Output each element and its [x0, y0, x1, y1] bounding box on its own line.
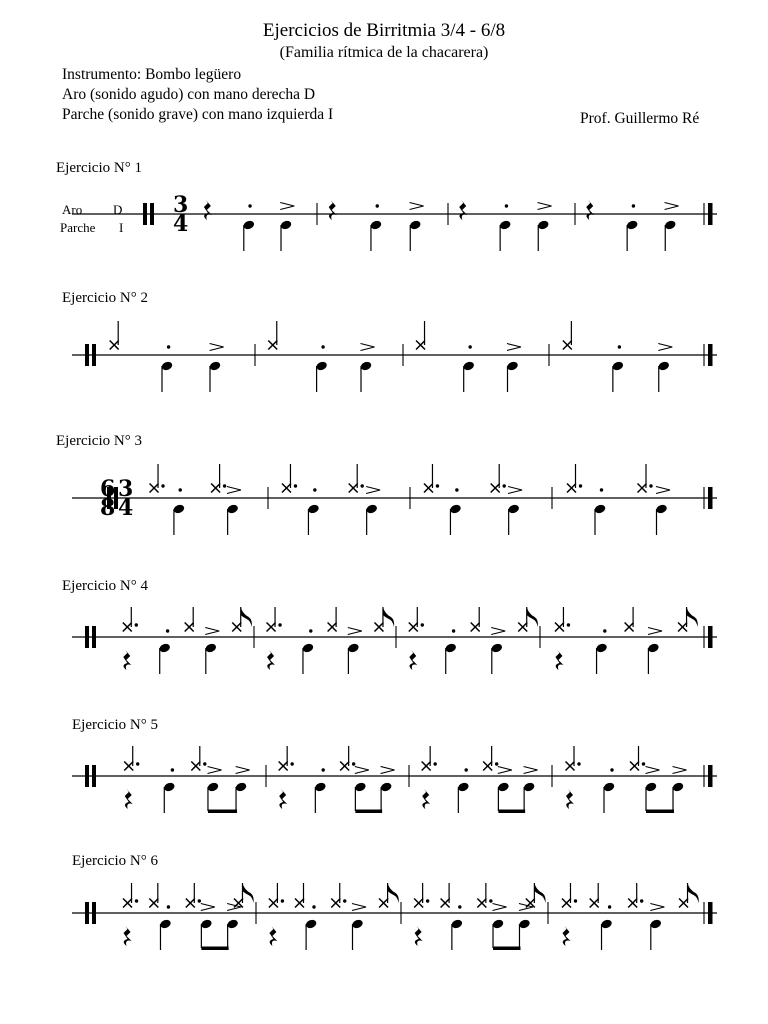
accent-mark	[492, 904, 506, 911]
instrument-line: Instrumento: Bombo legüero	[62, 66, 242, 83]
dot	[426, 899, 429, 902]
dot	[312, 905, 315, 908]
aro-hand-label: D	[113, 202, 123, 217]
beam	[498, 810, 525, 814]
page-subtitle: (Familia rítmica de la chacarera)	[279, 44, 489, 61]
dot	[167, 345, 170, 348]
accent-mark	[538, 203, 552, 210]
dot	[574, 899, 577, 902]
dot	[608, 905, 611, 908]
quarter-rest	[124, 926, 132, 946]
quarter-rest	[555, 650, 563, 670]
dot	[577, 762, 580, 765]
dot	[567, 623, 570, 626]
dot	[203, 762, 206, 765]
dot	[223, 484, 226, 487]
dot	[343, 899, 346, 902]
start-bar	[85, 765, 89, 787]
accent-mark	[208, 767, 222, 774]
final-barline	[708, 626, 713, 648]
accent-mark	[658, 344, 672, 351]
exercise-6-label: Ejercicio N° 6	[72, 853, 158, 869]
dot	[322, 768, 325, 771]
time-signature-top: 3	[118, 476, 134, 502]
aro-description: Aro (sonido agudo) con mano derecha D	[62, 86, 316, 103]
exercise-1-label: Ejercicio N° 1	[56, 160, 142, 176]
start-bar	[92, 765, 96, 787]
beam	[355, 810, 382, 814]
accent-mark	[646, 767, 660, 774]
dot	[290, 762, 293, 765]
dot	[167, 905, 170, 908]
dot	[171, 768, 174, 771]
dot	[135, 899, 138, 902]
accent-mark	[524, 767, 538, 774]
final-barline	[708, 344, 713, 366]
accent-mark	[205, 628, 219, 635]
parche-hand-label: I	[119, 220, 124, 235]
eighth-flag	[242, 883, 253, 903]
dot	[458, 905, 461, 908]
start-bar	[150, 203, 154, 225]
accent-mark	[352, 904, 366, 911]
aro-label: Aro	[62, 202, 83, 217]
dot	[361, 484, 364, 487]
eighth-flag	[687, 607, 698, 627]
quarter-rest	[204, 200, 212, 220]
eighth-flag	[534, 883, 545, 903]
accent-mark	[280, 203, 294, 210]
dot	[579, 484, 582, 487]
final-barline	[708, 765, 713, 787]
dot	[495, 762, 498, 765]
dot	[433, 762, 436, 765]
quarter-rest	[409, 650, 417, 670]
quarter-rest	[562, 926, 570, 946]
eighth-flag	[383, 607, 394, 627]
dot	[352, 762, 355, 765]
quarter-rest	[566, 789, 574, 809]
accent-mark	[381, 767, 395, 774]
dot	[313, 488, 316, 491]
dot	[640, 899, 643, 902]
accent-mark	[227, 487, 241, 494]
quarter-rest	[125, 789, 133, 809]
time-signature-top: 6	[100, 476, 116, 502]
time-signature-top: 3	[173, 192, 189, 218]
page-title: Ejercicios de Birritmia 3/4 - 6/8	[262, 20, 506, 41]
dot	[198, 899, 201, 902]
beam	[646, 810, 674, 814]
quarter-rest	[123, 650, 131, 670]
dot	[632, 204, 635, 207]
eighth-flag	[388, 883, 399, 903]
quarter-rest	[279, 789, 287, 809]
accent-mark	[498, 767, 512, 774]
exercise-3-label: Ejercicio N° 3	[56, 433, 142, 449]
accent-mark	[201, 904, 215, 911]
dot	[179, 488, 182, 491]
dot	[465, 768, 468, 771]
dot	[321, 345, 324, 348]
start-bar	[92, 902, 96, 924]
accent-mark	[236, 767, 250, 774]
dot	[610, 768, 613, 771]
accent-mark	[673, 767, 687, 774]
dot	[421, 623, 424, 626]
dot	[436, 484, 439, 487]
dot	[600, 488, 603, 491]
accent-mark	[650, 904, 664, 911]
parche-label: Parche	[60, 220, 96, 235]
quarter-rest	[459, 200, 467, 220]
accent-mark	[348, 628, 362, 635]
dot	[455, 488, 458, 491]
accent-mark	[210, 344, 224, 351]
time-signature-bottom: 8	[100, 495, 116, 521]
time-signature-bottom: 4	[118, 495, 134, 521]
exercise-5-label: Ejercicio N° 5	[72, 717, 158, 733]
accent-mark	[508, 487, 522, 494]
accent-mark	[360, 344, 374, 351]
dot	[503, 484, 506, 487]
dot	[618, 345, 621, 348]
start-bar	[92, 344, 96, 366]
time-signature-bottom: 4	[173, 211, 189, 237]
accent-mark	[665, 203, 679, 210]
start-bar	[85, 626, 89, 648]
beam	[493, 947, 520, 951]
final-barline	[708, 902, 713, 924]
dot	[161, 484, 164, 487]
dot	[603, 629, 606, 632]
dot	[135, 623, 138, 626]
start-bar	[92, 626, 96, 648]
accent-mark	[355, 767, 369, 774]
dot	[166, 629, 169, 632]
dot	[505, 204, 508, 207]
start-bar	[85, 344, 89, 366]
accent-mark	[491, 628, 505, 635]
accent-mark	[648, 628, 662, 635]
dot	[468, 345, 471, 348]
quarter-rest	[415, 926, 423, 946]
dot	[248, 204, 251, 207]
dot	[642, 762, 645, 765]
accent-mark	[410, 203, 424, 210]
final-barline	[708, 487, 713, 509]
dot	[278, 623, 281, 626]
beam	[201, 947, 228, 951]
eighth-flag	[527, 607, 538, 627]
accent-mark	[366, 487, 380, 494]
parche-description: Parche (sonido grave) con mano izquierda I	[62, 106, 334, 123]
dot	[294, 484, 297, 487]
quarter-rest	[269, 926, 277, 946]
eighth-flag	[688, 883, 699, 903]
author: Prof. Guillermo Ré	[580, 110, 700, 127]
quarter-rest	[329, 200, 337, 220]
exercise-2-label: Ejercicio N° 2	[62, 290, 148, 306]
exercise-4-label: Ejercicio N° 4	[62, 578, 148, 594]
accent-mark	[507, 344, 521, 351]
dot	[281, 899, 284, 902]
dot	[376, 204, 379, 207]
dot	[489, 899, 492, 902]
dot	[452, 629, 455, 632]
dot	[136, 762, 139, 765]
start-bar	[85, 902, 89, 924]
accent-mark	[656, 487, 670, 494]
final-barline	[708, 203, 713, 225]
dot	[649, 484, 652, 487]
quarter-rest	[267, 650, 275, 670]
dot	[309, 629, 312, 632]
eighth-flag	[241, 607, 252, 627]
quarter-rest	[422, 789, 430, 809]
beam	[208, 810, 237, 814]
quarter-rest	[586, 200, 594, 220]
start-bar	[143, 203, 147, 225]
